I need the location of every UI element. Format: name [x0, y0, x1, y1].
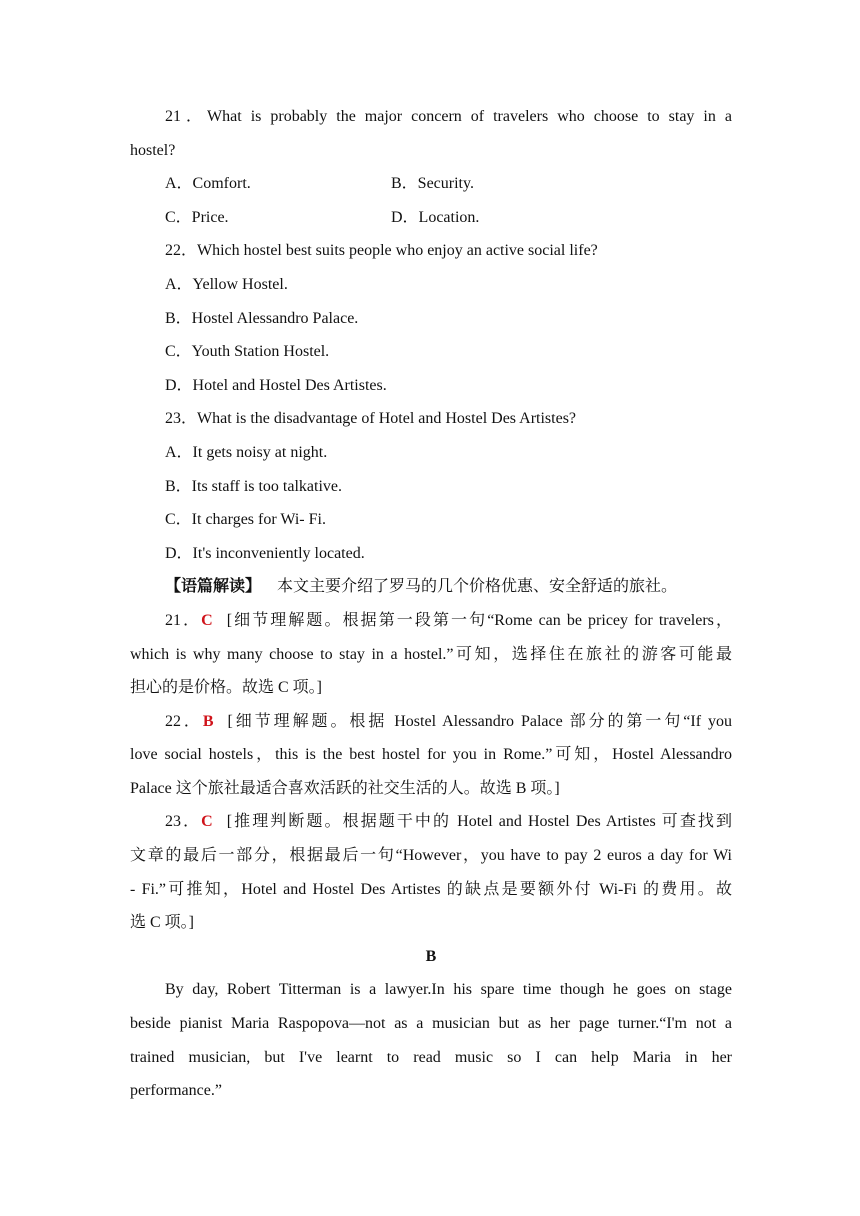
question-21-options-row2 [130, 201, 732, 235]
option-a: A．Comfort. [165, 175, 251, 193]
option-b: B．Hostel Alessandro Palace. [165, 309, 359, 327]
question-21-options-row1 [130, 167, 732, 201]
answer-21-line3: 担心的是价格。故选 C 项。] [130, 679, 323, 697]
answer-letter: C [201, 813, 213, 831]
answer-23-line4: 选 C 项。] [130, 914, 195, 932]
option-d: D．Hotel and Hostel Des Artistes. [165, 376, 387, 394]
passage-b-line3: trained musician, but I've learnt to read music so I can help Maria in her [130, 1048, 732, 1066]
option-c: C．Youth Station Hostel. [165, 343, 330, 361]
option-b: B．Its staff is too talkative. [165, 477, 343, 495]
option-d: D．Location. [391, 208, 480, 226]
answer-22-line3: Palace 这个旅社最适合喜欢活跃的社交生活的人。故选 B 项。] [130, 779, 560, 797]
answer-22-line2: love social hostels，this is the best hostel for you in Rome.”可知，Hostel Alessandro [130, 746, 732, 764]
answer-22-line1: 22．B [细节理解题。根据 Hostel Alessandro Palace 部分的第一句“If you [165, 712, 732, 730]
answer-21-line2: which is why many choose to stay in a hostel.”可知，选择住在旅社的游客可能最 [130, 645, 732, 663]
passage-b-line1: By day, Robert Titterman is a lawyer.In his spare time though he goes on stage [165, 981, 732, 999]
option-c: C．It charges for Wi- Fi. [165, 511, 326, 529]
answer-letter: C [201, 611, 213, 629]
analysis-text: 本文主要介绍了罗马的几个价格优惠、安全舒适的旅社。 [277, 578, 678, 596]
answer-23-line3: - Fi.”可推知，Hotel and Hostel Des Artistes 的缺点是要额外付 Wi-Fi 的费用。故 [130, 880, 732, 898]
section-heading: B [425, 947, 437, 965]
question-21-line1: 21．What is probably the major concern of travelers who choose to stay in a [165, 108, 732, 125]
option-b: B．Security. [391, 175, 474, 193]
question-22: 22．Which hostel best suits people who enjoy an active social life? [165, 242, 598, 260]
option-a: A．It gets noisy at night. [165, 443, 328, 461]
passage-b-line2: beside pianist Maria Raspopova—not as a musician but as her page turner.“I'm not a [130, 1015, 732, 1033]
passage-b-line4: performance.” [130, 1082, 222, 1100]
option-d: D．It's inconveniently located. [165, 544, 365, 562]
analysis-label: 【语篇解读】 [165, 578, 262, 596]
option-a: A．Yellow Hostel. [165, 275, 288, 293]
answer-21-line1: 21．C [细节理解题。根据第一段第一句“Rome can be pricey for travelers， [165, 611, 732, 629]
question-23: 23．What is the disadvantage of Hotel and Hostel Des Artistes? [165, 410, 577, 428]
answer-letter: B [202, 712, 214, 730]
answer-23-line1: 23．C [推理判断题。根据题干中的 Hotel and Hostel Des Artistes 可查找到 [165, 813, 732, 831]
answer-23-line2: 文章的最后一部分，根据最后一句“However，you have to pay 2 euros a day for Wi [130, 847, 732, 865]
document-page [130, 100, 732, 1108]
passage-analysis [130, 570, 732, 604]
option-c: C．Price. [165, 208, 229, 226]
question-21-line2: hostel? [130, 141, 176, 159]
